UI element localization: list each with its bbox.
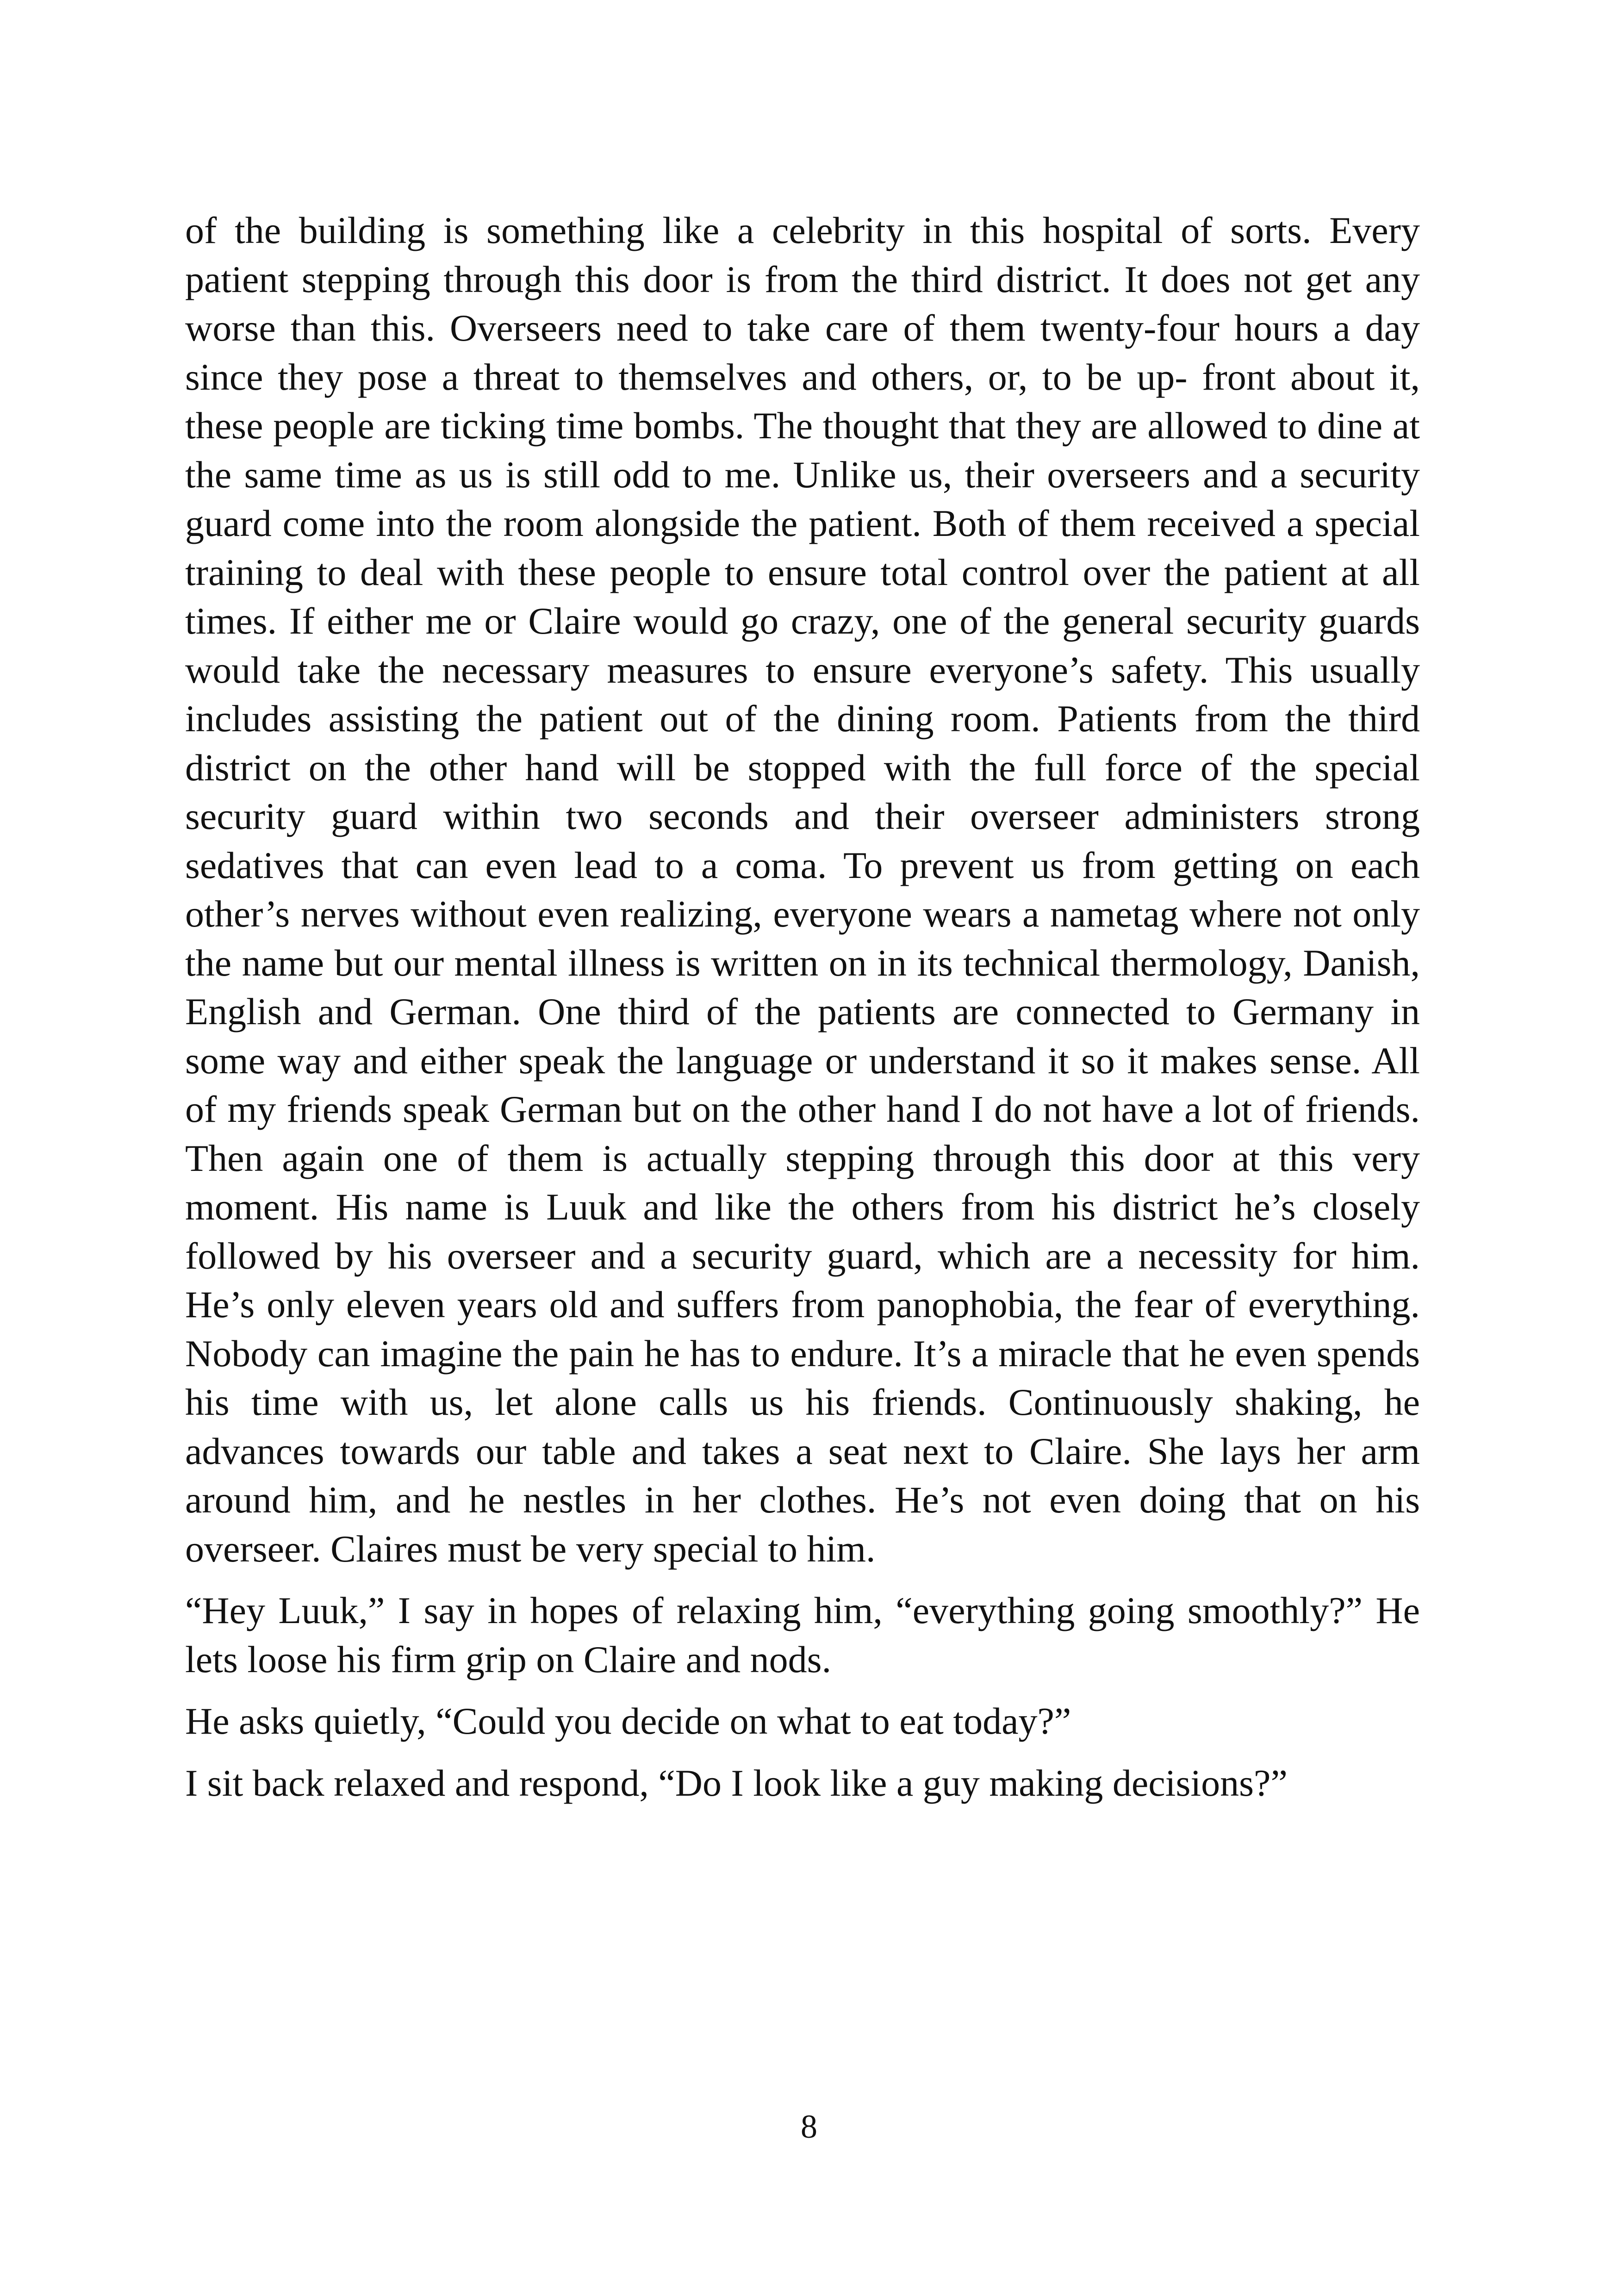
page-number: 8 bbox=[801, 2108, 817, 2145]
paragraph: of the building is something like a celebrity in this hospital of sorts. Every patient stepping through this door is from the third district. It does not get any worse than this. Overseers need to take care of them twenty-four hours a day since they pose a threat to themselves and others, or, to be up- front about it, these people are ticking time bombs. The thought that they are allowed to dine at the same time as us is still odd to me. Unlike us, their overseers and a security guard come into the room alongside the patient. Both of them received a special training to deal with these people to ensure total control over the patient at all times. If either me or Claire would go crazy, one of the general security guards would take the necessary measures to ensure everyone’s safety. This usually includes assisting the patient out of the dining room. Patients from the third district on the other hand will be stopped with the full force of the special security guard within two seconds and their overseer administers strong sedatives that can even lead to a coma. To prevent us from getting on each other’s nerves without even realizing, everyone wears a nametag where not only the name but our mental illness is written on in its technical thermology, Danish, English and German. One third of the patients are connected to Germany in some way and either speak the language or understand it so it makes sense. All of my friends speak German but on the other hand I do not have a lot of friends. Then again one of them is actually stepping through this door at this very moment. His name is Luuk and like the others from his district he’s closely followed by his overseer and a security guard, which are a necessity for him. He’s only eleven years old and suffers from panophobia, the fear of everything. Nobody can imagine the pain he has to endure. It’s a miracle that he even spends his time with us, let alone calls us his friends. Continuously shaking, he advances towards our table and takes a seat next to Claire. She lays her arm around him, and he nestles in her clothes. He’s not even doing that on his overseer. Claires must be very special to him. bbox=[185, 209, 1420, 1570]
paragraph: He asks quietly, “Could you decide on what to eat today?” bbox=[185, 1700, 1071, 1742]
paragraph: I sit back relaxed and respond, “Do I look like a guy making decisions?” bbox=[185, 1761, 1288, 1804]
body-text bbox=[185, 206, 1420, 1820]
paragraph: “Hey Luuk,” I say in hopes of relaxing him, “everything going smoothly?” He lets loose his firm grip on Claire and nods. bbox=[185, 1589, 1420, 1680]
